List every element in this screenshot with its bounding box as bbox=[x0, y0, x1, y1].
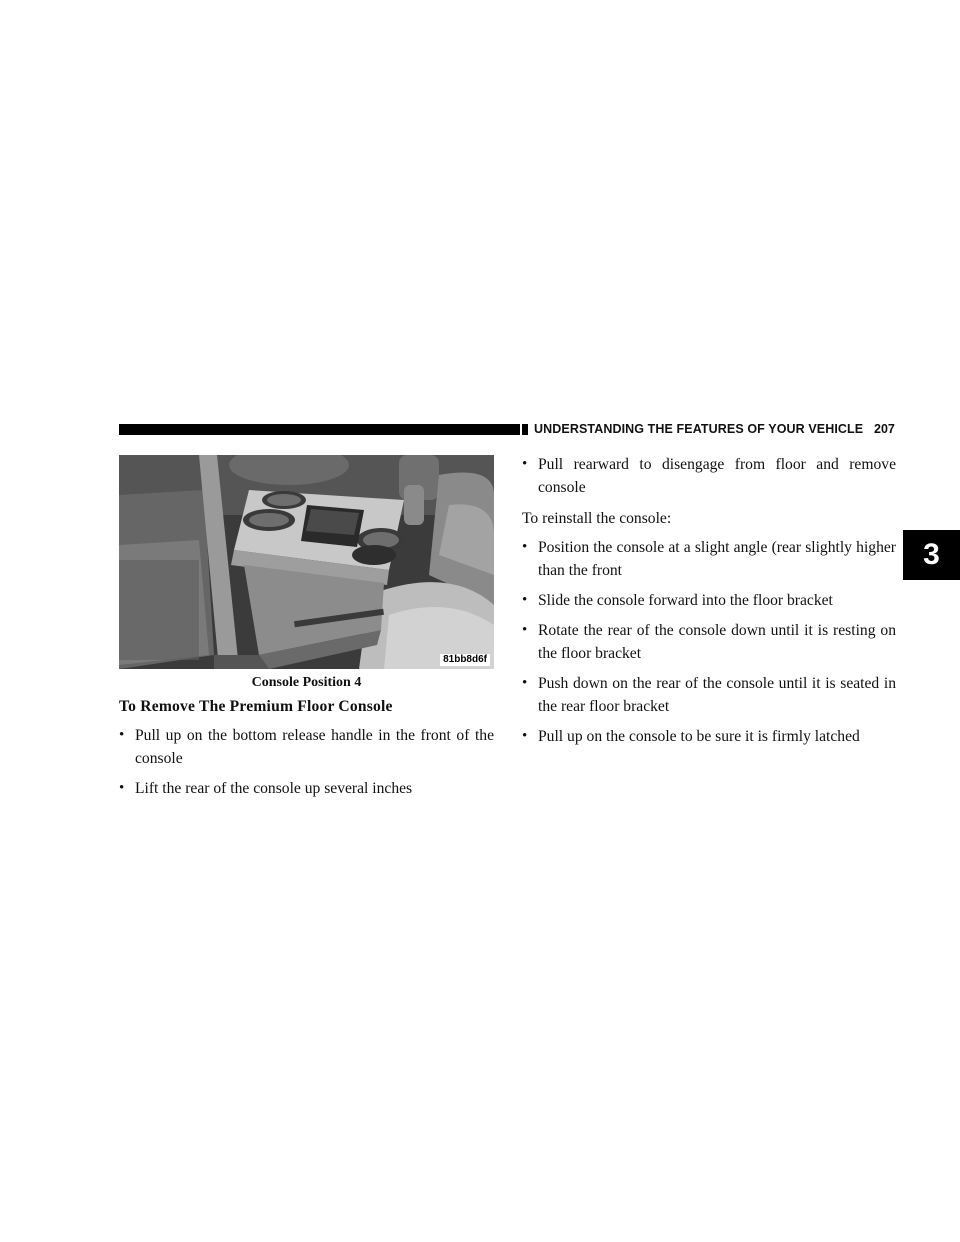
list-item: • Position the console at a slight angle (rear slightly higher than the front bbox=[522, 536, 896, 582]
bullet-glyph: • bbox=[522, 456, 528, 472]
list-item: • Slide the console forward into the floor bracket bbox=[522, 589, 896, 612]
list-item: • Pull rearward to disengage from floor and remove console bbox=[522, 453, 896, 499]
bullet-glyph: • bbox=[522, 539, 528, 555]
header-rule bbox=[119, 424, 520, 435]
running-header: UNDERSTANDING THE FEATURES OF YOUR VEHICLE bbox=[534, 422, 864, 436]
bullet-glyph: • bbox=[119, 780, 125, 796]
list-item: • Push down on the rear of the console until it is seated in the rear floor bracket bbox=[522, 672, 896, 718]
list-item: • Lift the rear of the console up several inches bbox=[119, 777, 494, 800]
figure-code: 81bb8d6f bbox=[440, 654, 490, 666]
removal-steps-continued bbox=[522, 453, 896, 499]
section-heading: To Remove The Premium Floor Console bbox=[119, 698, 393, 715]
console-illustration bbox=[119, 455, 494, 669]
list-item: • Pull up on the bottom release handle in the front of the console bbox=[119, 724, 494, 770]
chapter-tab: 3 bbox=[903, 530, 960, 580]
list-item: • Rotate the rear of the console down until it is resting on the floor bracket bbox=[522, 619, 896, 665]
bullet-glyph: • bbox=[119, 727, 125, 743]
removal-steps bbox=[119, 724, 494, 800]
reinstall-intro: To reinstall the console: bbox=[522, 510, 672, 527]
figure-caption: Console Position 4 bbox=[251, 675, 362, 690]
page-number: 207 bbox=[874, 422, 895, 436]
bullet-glyph: • bbox=[522, 675, 528, 691]
bullet-glyph: • bbox=[522, 622, 528, 638]
left-column bbox=[119, 695, 494, 807]
list-item: • Pull up on the console to be sure it is firmly latched bbox=[522, 725, 896, 748]
right-column bbox=[522, 453, 896, 755]
bullet-glyph: • bbox=[522, 592, 528, 608]
console-drawing bbox=[119, 455, 494, 669]
bullet-glyph: • bbox=[522, 728, 528, 744]
reinstall-steps bbox=[522, 536, 896, 748]
header-rule-end bbox=[522, 424, 528, 435]
